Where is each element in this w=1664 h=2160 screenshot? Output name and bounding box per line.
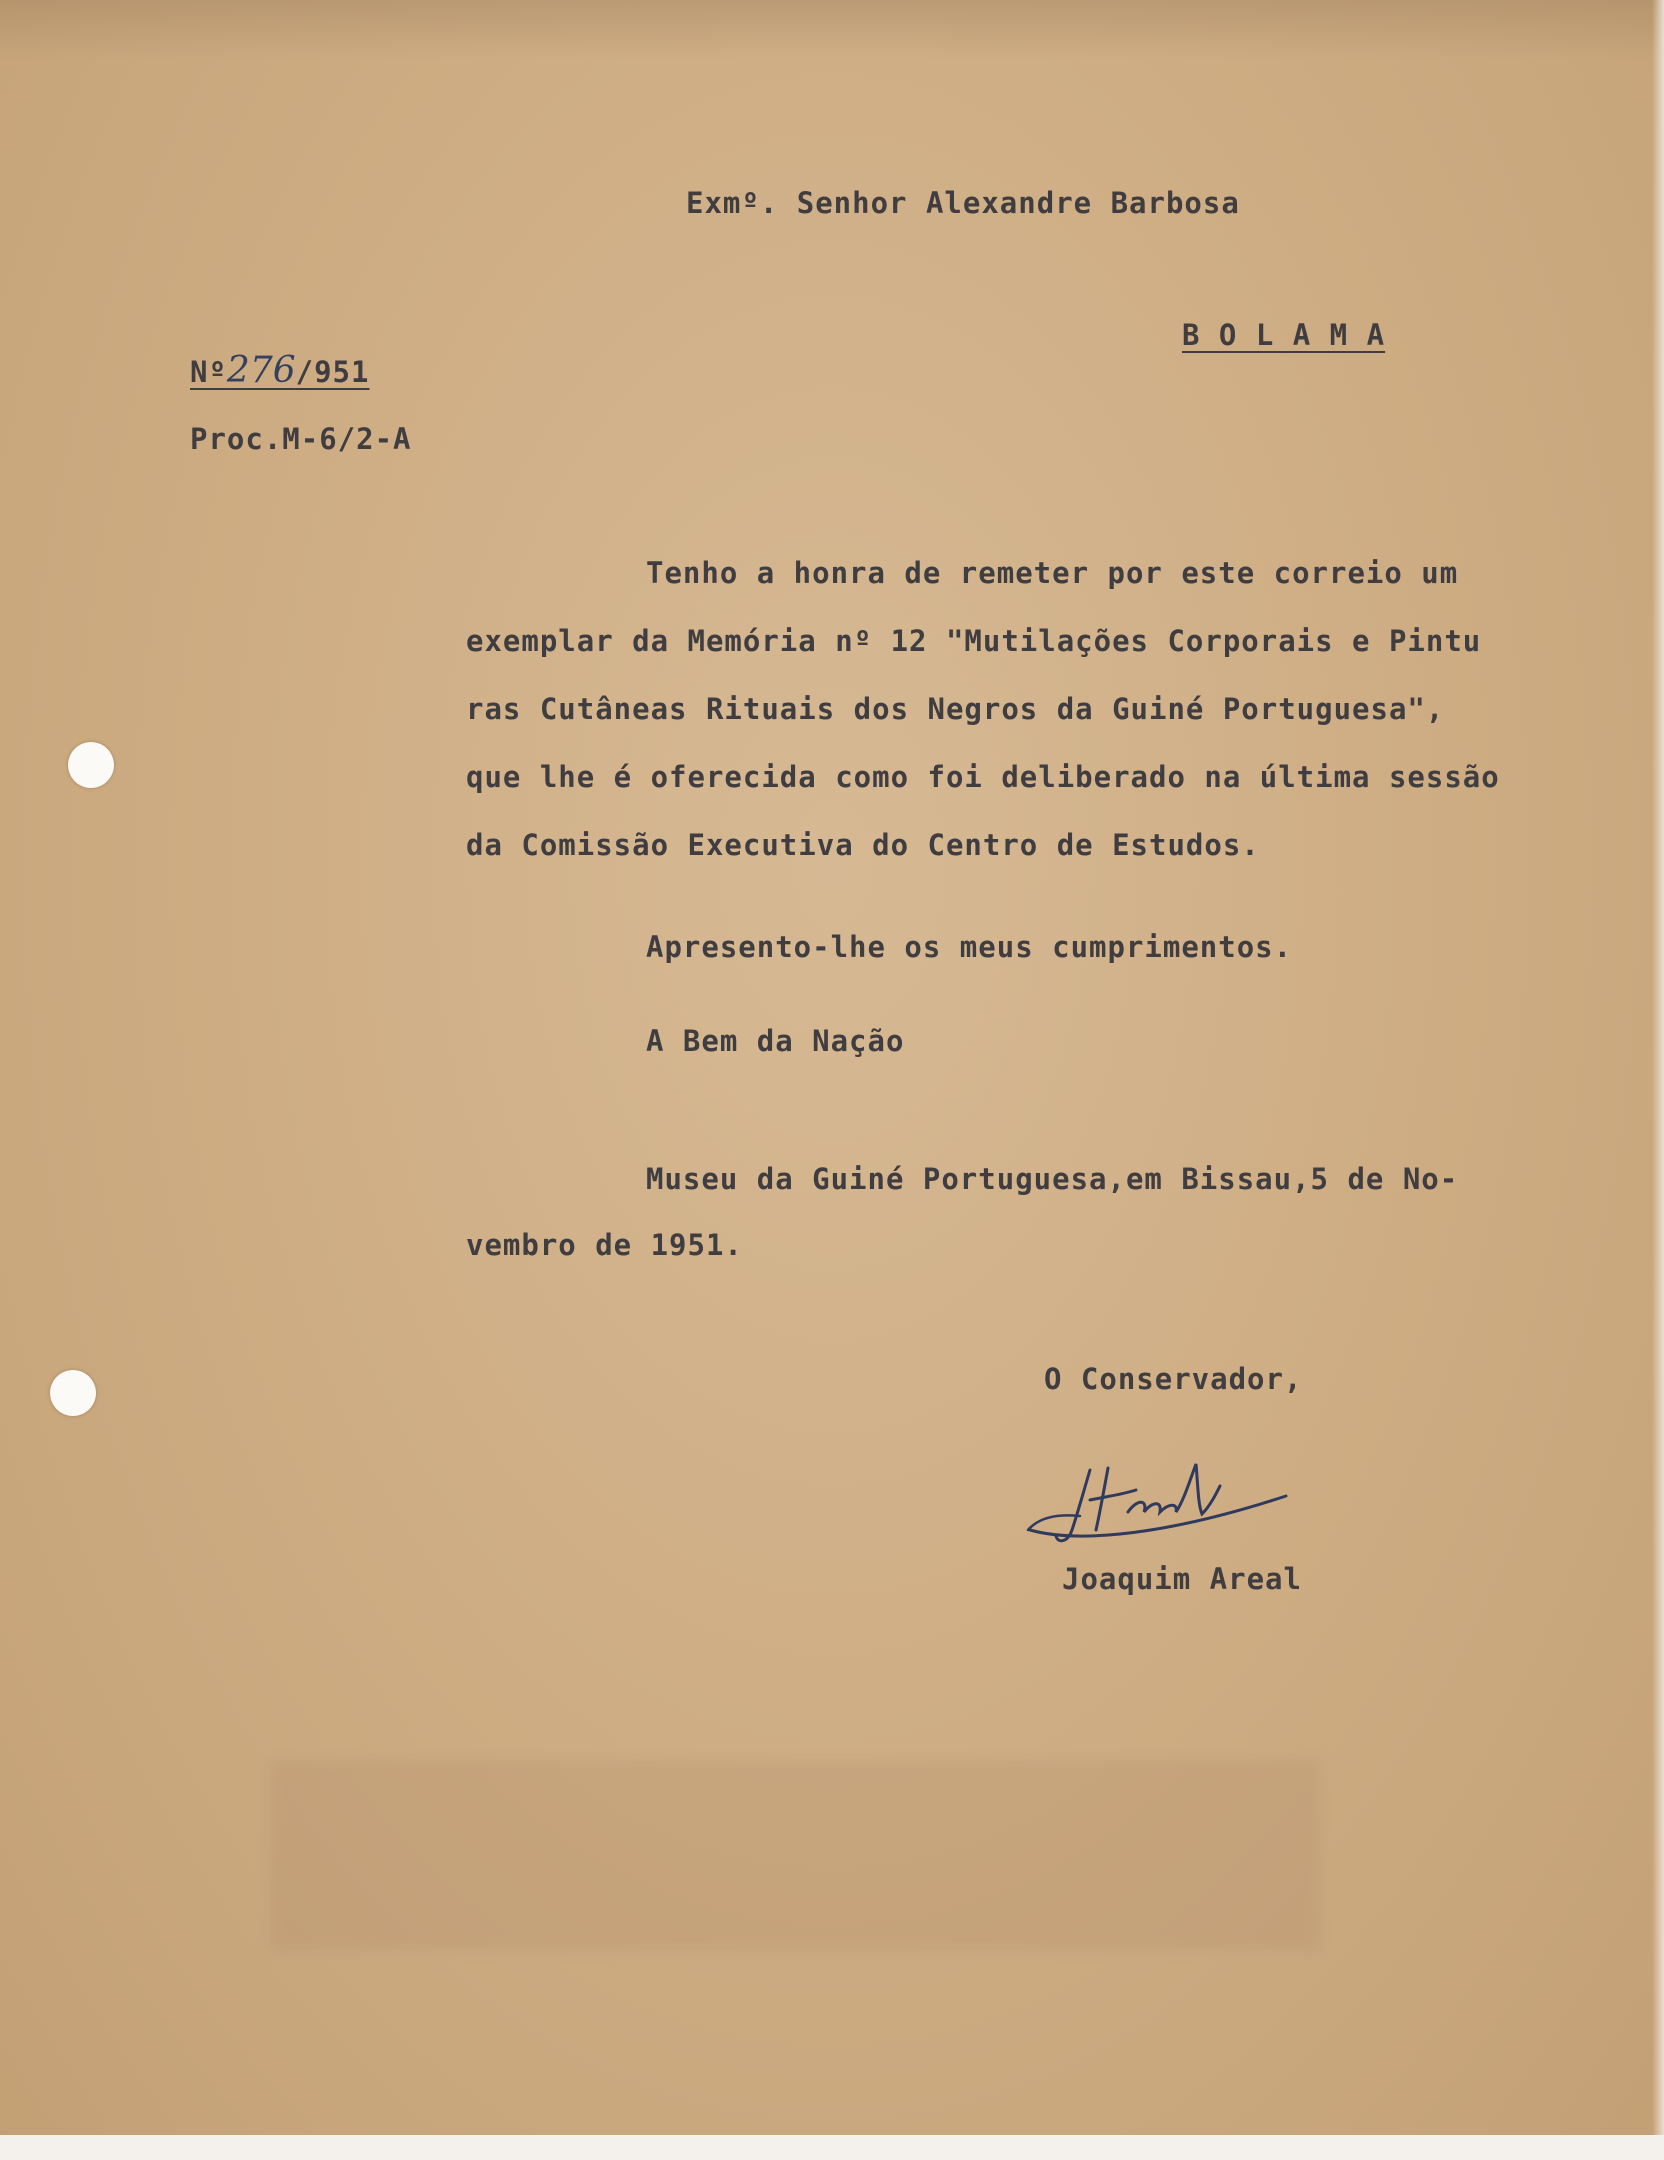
punch-hole <box>50 1370 96 1416</box>
signatory-title: O Conservador, <box>1044 1362 1303 1396</box>
body-line: exemplar da Memória nº 12 "Mutilações Corporais e Pintu <box>466 624 1482 658</box>
reference-handwritten-number: 276 <box>226 350 296 391</box>
body-line: ras Cutâneas Rituais dos Negros da Guiné Portuguesa", <box>466 692 1445 726</box>
paper-stain <box>270 1760 1320 1950</box>
signature <box>1020 1450 1320 1560</box>
reference-prefix: Nº <box>190 355 227 389</box>
process-reference: Proc.M-6/2-A <box>190 422 412 456</box>
addressee: Exmº. Senhor Alexandre Barbosa <box>686 186 1240 220</box>
body-line: da Comissão Executiva do Centro de Estudos. <box>466 828 1260 862</box>
body-line: Tenho a honra de remeter por este correio um <box>646 556 1459 590</box>
place-date-line: Museu da Guiné Portuguesa,em Bissau,5 de No- <box>646 1162 1459 1196</box>
punch-hole <box>68 742 114 788</box>
signatory-name: Joaquim Areal <box>1062 1562 1302 1596</box>
paper-bottom-edge <box>0 2135 1664 2160</box>
paper-edge <box>1652 0 1664 2160</box>
reference-number <box>190 350 369 391</box>
reference-year: /951 <box>295 355 370 389</box>
closing: A Bem da Nação <box>646 1024 905 1058</box>
place-date-line: vembro de 1951. <box>466 1228 743 1262</box>
greeting: Apresento-lhe os meus cumprimentos. <box>646 930 1293 964</box>
body-line: que lhe é oferecida como foi deliberado na última sessão <box>466 760 1500 794</box>
paper-fold <box>0 0 1664 60</box>
addressee-location: B O L A M A <box>1182 318 1386 352</box>
